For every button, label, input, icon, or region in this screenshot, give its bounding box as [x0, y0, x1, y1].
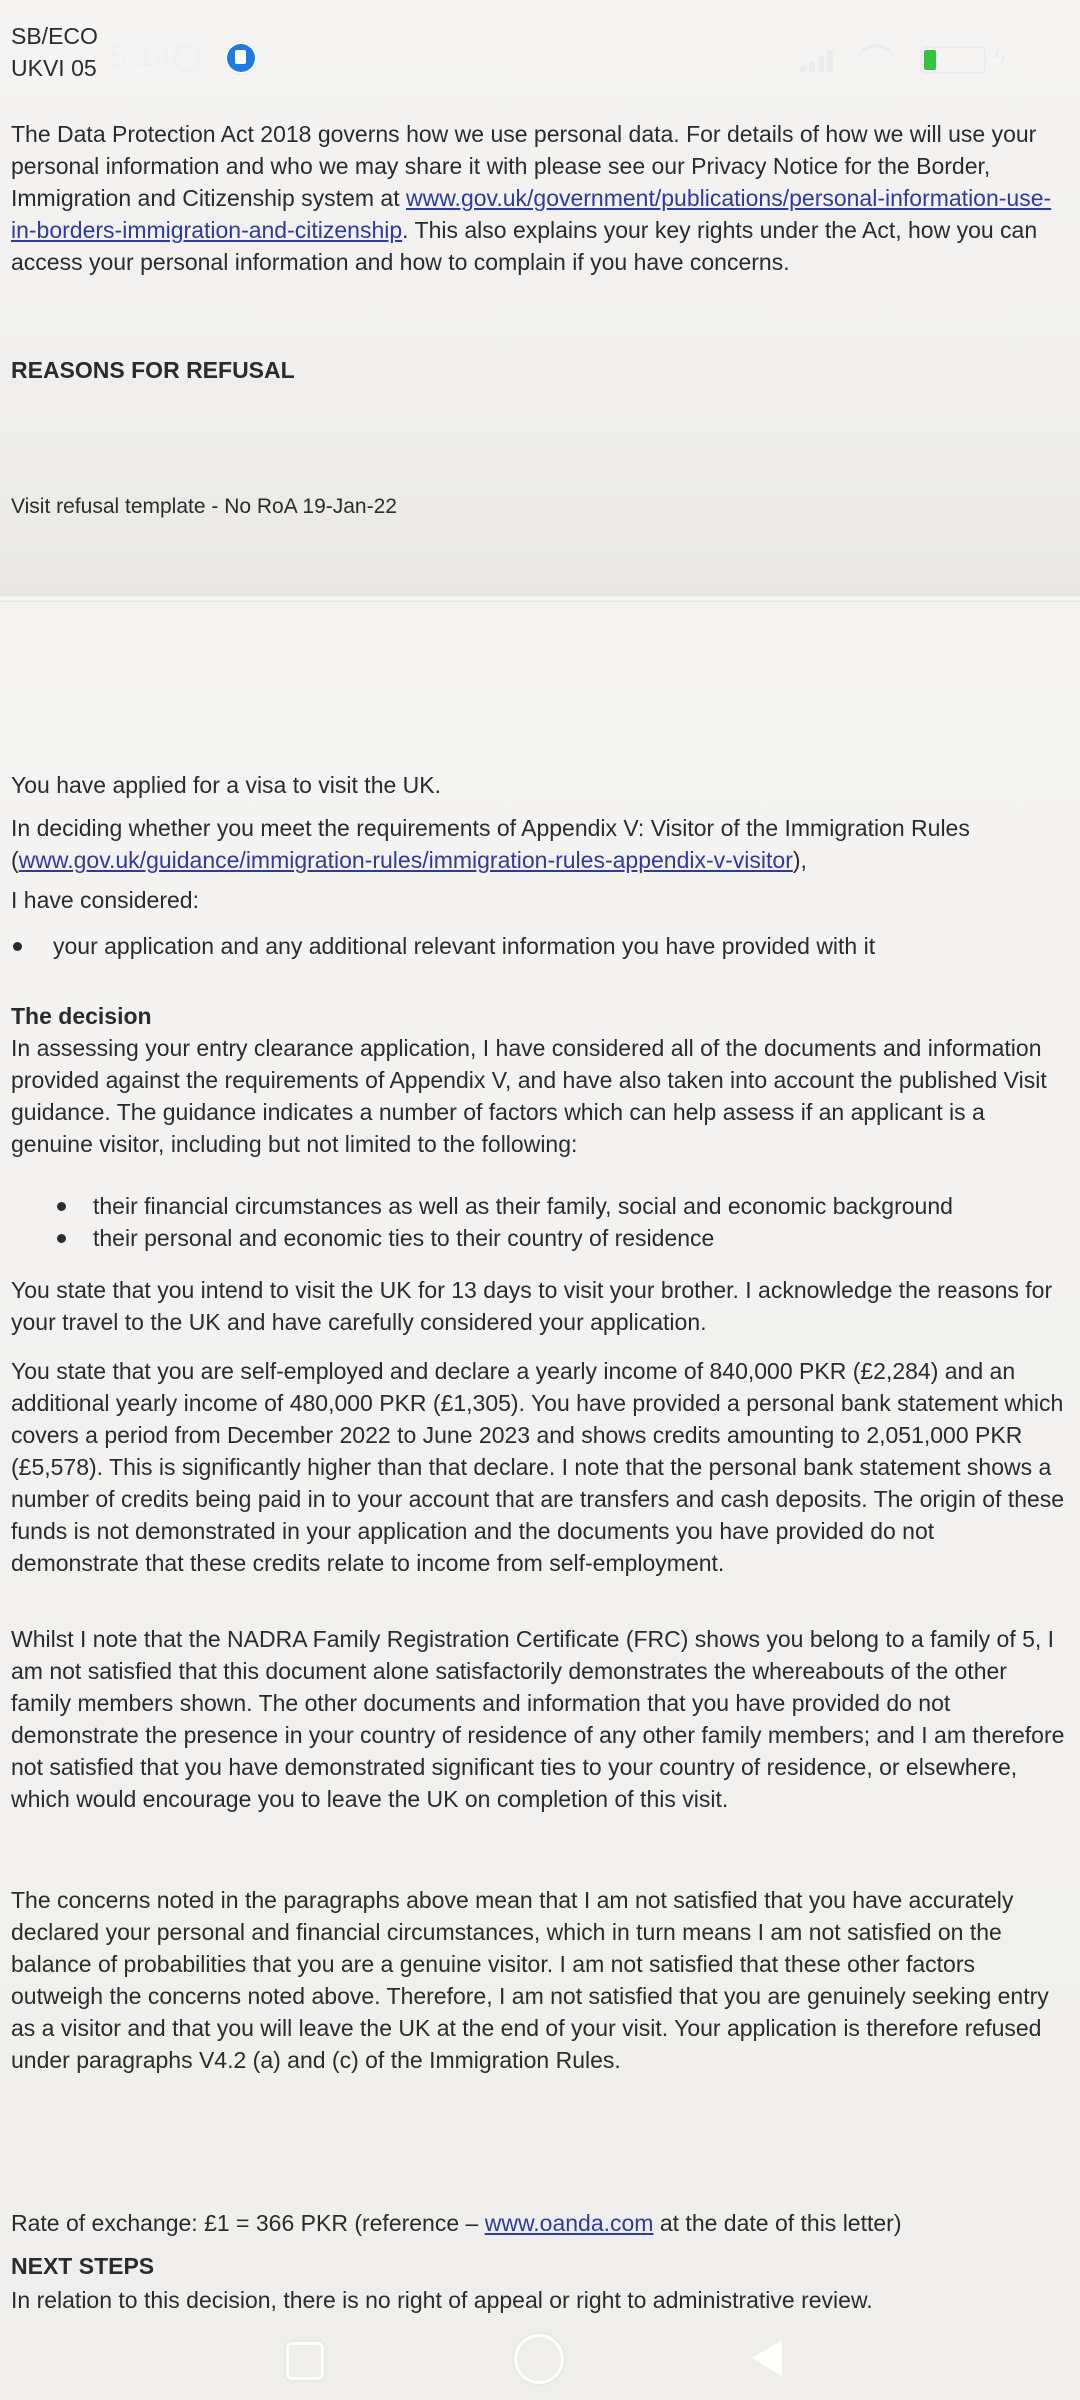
- recents-icon[interactable]: [286, 2342, 324, 2380]
- decision-heading: The decision: [11, 1003, 152, 1029]
- battery-level: [924, 50, 936, 70]
- considered-list: [11, 930, 1068, 962]
- battery-icon: [920, 46, 986, 74]
- list-item: their personal and economic ties to their country of residence: [11, 1222, 1068, 1254]
- factors-list: [11, 1190, 1068, 1254]
- header-reference-line-1: SB/ECO: [11, 23, 98, 49]
- list-item: their financial circumstances as well as their family, social and economic background: [11, 1190, 1068, 1222]
- data-protection-text-end: . This also explains your key rights under the Act, how you can access your personal information and how to complain if you have concerns.: [11, 217, 1038, 275]
- data-protection-text: The Data Protection Act 2018 governs how we use personal data. For details of how we will use your personal information and who we may share it with please see our Privacy Notice for the Border, Immigration and Citizenship system at: [11, 121, 1037, 211]
- exchange-rate-line: [11, 2207, 1068, 2239]
- exchange-rate-text: Rate of exchange: £1 = 366 PKR (reference –: [11, 2210, 485, 2236]
- income-paragraph: You state that you are self-employed and declare a yearly income of 840,000 PKR (£2,284) and an additional yearly income of 480,000 PKR (£1,305). You have provided a personal bank statement which covers a period from December 2022 to June 2023 and shows credits amounting to 2,051,000 PKR (£5,578). This is significantly higher than that declare. I note that the personal bank statement shows a number of credits being paid in to your account that are transfers and cash deposits. The origin of these funds is not demonstrated in your application and the documents you have provided do not demonstrate that these credits relate to income from self-employment.: [11, 1358, 1065, 1576]
- appendix-v-link[interactable]: www.gov.uk/guidance/immigration-rules/immigration-rules-appendix-v-visitor: [18, 847, 793, 873]
- privacy-notice-section: [11, 118, 1068, 278]
- considered-label: I have considered:: [11, 887, 199, 913]
- list-item: your application and any additional relevant information you have provided with it: [11, 930, 1068, 962]
- concerns-paragraph: The concerns noted in the paragraphs above mean that I am not satisfied that you have accurately declared your personal and financial circumstances, which in turn means I am not satisfied on the balance of probabilities that you are a genuine visitor. I am not satisfied that these other factors outweigh the concerns noted above. Therefore, I am not satisfied that you are genuinely seeking entry as a visitor and that you will leave the UK at the end of your visit. Your application is therefore refused under paragraphs V4.2 (a) and (c) of the Immigration Rules.: [11, 1887, 1049, 2073]
- deciding-text: In deciding whether you meet the requirements of Appendix V: Visitor of the Immigration Rules (: [11, 815, 970, 873]
- decision-intro-paragraph: In assessing your entry clearance application, I have considered all of the documents and information provided against the requirements of Appendix V, and have also taken into account the published Visit guidance. The guidance indicates a number of factors which can help assess if an applicant is a genuine visitor, including but not limited to the following:: [11, 1035, 1047, 1157]
- privacy-notice-link[interactable]: www.gov.uk/government/publications/personal-information-use-in-borders-immigration-and-citizenship: [11, 185, 1052, 243]
- status-bar: [0, 0, 1080, 80]
- wifi-icon: [858, 44, 894, 74]
- family-ties-paragraph: Whilst I note that the NADRA Family Registration Certificate (FRC) shows you belong to a family of 5, I am not satisfied that this document alone satisfactorily demonstrates the whereabouts of the other family members shown. The other documents and information that you have provided do not demonstrate the presence in your country of residence of any other family members; and I am therefore not satisfied that you have demonstrated significant ties to your country of residence, or elsewhere, which would encourage you to leave the UK on completion of this visit.: [11, 1626, 1065, 1812]
- navigation-bar: [0, 2320, 1080, 2400]
- template-note: Visit refusal template - No RoA 19-Jan-22: [11, 495, 397, 518]
- next-steps-heading: NEXT STEPS: [11, 2253, 155, 2279]
- oanda-link[interactable]: www.oanda.com: [484, 2210, 654, 2236]
- data-protection-paragraph: [11, 118, 1068, 278]
- next-steps-text: In relation to this decision, there is no right of appeal or right to administrative review.: [11, 2287, 873, 2313]
- exchange-rate-text-end: at the date of this letter): [653, 2210, 902, 2236]
- reasons-for-refusal-heading: REASONS FOR REFUSAL: [11, 357, 295, 383]
- charge-icon: ϟ: [994, 44, 1006, 69]
- deciding-text-end: ),: [792, 847, 807, 873]
- header-reference-line-2: UKVI 05: [11, 55, 97, 81]
- deciding-paragraph: [11, 812, 1068, 876]
- page-divider: [0, 594, 1080, 602]
- visit-purpose-paragraph: You state that you intend to visit the UK for 13 days to visit your brother. I acknowledge the reasons for your travel to the UK and have carefully considered your application.: [11, 1277, 1053, 1335]
- applied-statement: You have applied for a visa to visit the UK.: [11, 772, 442, 798]
- signal-icon: [800, 48, 840, 72]
- clock-icon: [173, 44, 201, 72]
- app-icon: [225, 42, 257, 74]
- home-icon[interactable]: [514, 2334, 564, 2384]
- back-icon[interactable]: [752, 2340, 782, 2376]
- status-time: 5:14: [110, 40, 173, 73]
